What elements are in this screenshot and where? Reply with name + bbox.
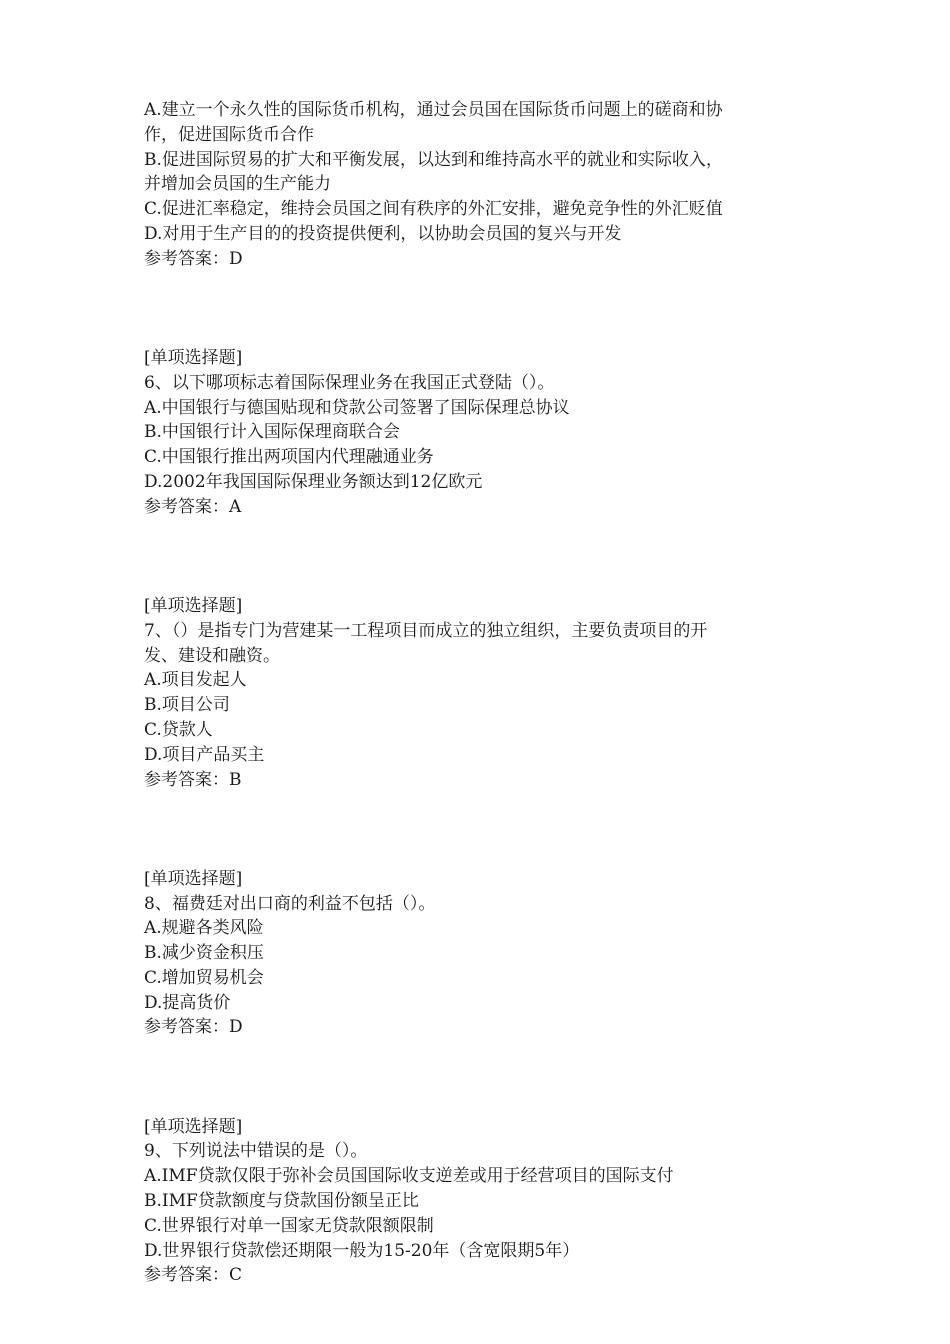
option-c: C.增加贸易机会 bbox=[144, 967, 264, 988]
option-b-line-2: 并增加会员国的生产能力 bbox=[144, 174, 331, 195]
question-type: [单项选择题] bbox=[144, 1116, 243, 1137]
reference-answer: 参考答案：C bbox=[144, 1265, 243, 1286]
question-type: [单项选择题] bbox=[144, 595, 243, 616]
question-type: [单项选择题] bbox=[144, 868, 243, 889]
option-c: C.中国银行推出两项国内代理融通业务 bbox=[144, 447, 434, 468]
option-d: D.提高货价 bbox=[144, 992, 231, 1013]
option-a-line-1: A.建立一个永久性的国际货币机构，通过会员国在国际货币问题上的磋商和协 bbox=[144, 100, 723, 120]
option-d: D.项目产品买主 bbox=[144, 744, 265, 765]
option-a: A.中国银行与德国贴现和贷款公司签署了国际保理总协议 bbox=[144, 397, 570, 418]
question-6 bbox=[144, 346, 824, 520]
option-d: D.世界银行贷款偿还期限一般为15-20年（含宽限期5年） bbox=[144, 1240, 580, 1261]
reference-answer: 参考答案：D bbox=[144, 1017, 243, 1038]
question-text: 6、以下哪项标志着国际保理业务在我国正式登陆（）。 bbox=[144, 372, 555, 393]
option-b: B.减少资金积压 bbox=[144, 943, 264, 964]
question-9 bbox=[144, 1115, 824, 1289]
option-c: C.世界银行对单一国家无贷款限额限制 bbox=[144, 1215, 434, 1236]
reference-answer: 参考答案：D bbox=[144, 248, 243, 269]
question-8 bbox=[144, 867, 824, 1041]
reference-answer: 参考答案：B bbox=[144, 769, 242, 790]
question-7 bbox=[144, 594, 824, 792]
option-a-line-2: 作，促进国际货币合作 bbox=[144, 124, 314, 145]
option-c: C.促进汇率稳定，维持会员国之间有秩序的外汇安排，避免竞争性的外汇贬值 bbox=[144, 199, 723, 220]
option-b-line-1: B.促进国际贸易的扩大和平衡发展，以达到和维持高水平的就业和实际收入， bbox=[144, 149, 723, 170]
option-b: B.项目公司 bbox=[144, 695, 230, 716]
option-c: C.贷款人 bbox=[144, 719, 213, 740]
option-b: B.中国银行计入国际保理商联合会 bbox=[144, 422, 400, 443]
reference-answer: 参考答案：A bbox=[144, 496, 242, 517]
option-d: D.对用于生产目的的投资提供便利，以协助会员国的复兴与开发 bbox=[144, 223, 622, 244]
question-type: [单项选择题] bbox=[144, 347, 243, 368]
option-d: D.2002年我国国际保理业务额达到12亿欧元 bbox=[144, 471, 483, 492]
option-a: A.项目发起人 bbox=[144, 670, 247, 691]
document-page bbox=[144, 98, 824, 1288]
question-text-line-2: 发、建设和融资。 bbox=[144, 645, 280, 666]
option-b: B.IMF贷款额度与贷款国份额呈正比 bbox=[144, 1191, 419, 1212]
question-text-line-1: 7、（）是指专门为营建某一工程项目而成立的独立组织，主要负责项目的开 bbox=[144, 620, 708, 641]
question-5-continued bbox=[144, 98, 824, 272]
option-a: A.IMF贷款仅限于弥补会员国国际收支逆差或用于经营项目的国际支付 bbox=[144, 1166, 674, 1187]
option-a: A.规避各类风险 bbox=[144, 918, 264, 939]
question-text: 9、下列说法中错误的是（）。 bbox=[144, 1141, 368, 1162]
question-text: 8、福费廷对出口商的利益不包括（）。 bbox=[144, 893, 436, 914]
